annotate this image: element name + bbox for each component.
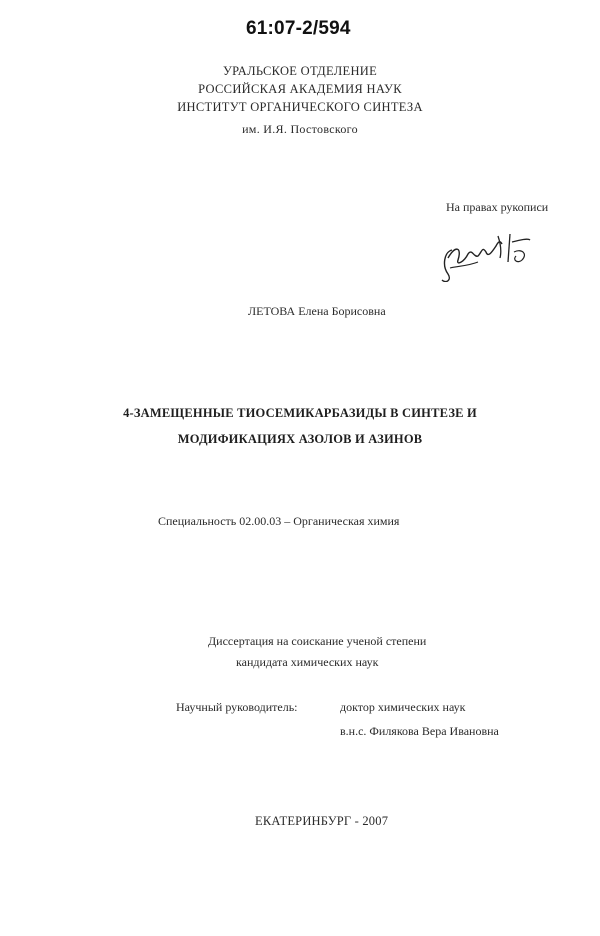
institution-line-1: УРАЛЬСКОЕ ОТДЕЛЕНИЕ — [222, 64, 378, 78]
institution-line-4: им. И.Я. Постовского — [242, 122, 358, 136]
city-year: ЕКАТЕРИНБУРГ - 2007 — [255, 814, 389, 828]
author-name: ЛЕТОВА Елена Борисовна — [248, 304, 386, 318]
degree-line-2: кандидата химических наук — [236, 655, 379, 669]
advisor-name: в.н.с. Филякова Вера Ивановна — [340, 724, 499, 738]
dissertation-title-line-2: МОДИФИКАЦИЯХ АЗОЛОВ И АЗИНОВ — [177, 432, 423, 446]
dissertation-title-line-1: 4-ЗАМЕЩЕННЫЕ ТИОСЕМИКАРБАЗИДЫ В СИНТЕЗЕ И — [123, 406, 477, 420]
advisor-label: Научный руководитель: — [176, 700, 298, 714]
rights-note: На правах рукописи — [446, 200, 549, 214]
archive-stamp-number: 61:07-2/594 — [246, 18, 351, 39]
institution-line-3: ИНСТИТУТ ОРГАНИЧЕСКОГО СИНТЕЗА — [177, 100, 423, 114]
advisor-degree: доктор химических наук — [340, 700, 466, 714]
institution-line-2: РОССИЙСКАЯ АКАДЕМИЯ НАУК — [198, 82, 402, 96]
specialty-line: Специальность 02.00.03 – Органическая химия — [158, 514, 400, 528]
degree-line-1: Диссертация на соискание ученой степени — [208, 634, 427, 648]
handwritten-signature — [438, 222, 534, 282]
